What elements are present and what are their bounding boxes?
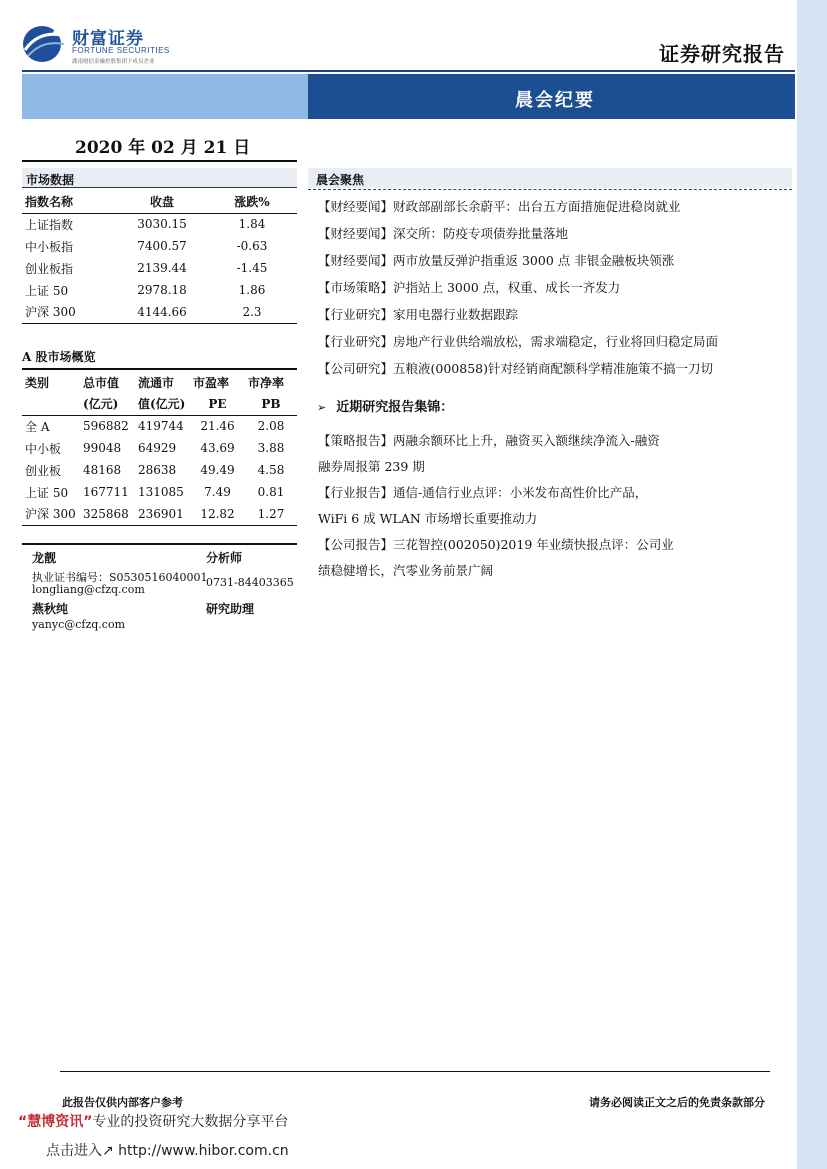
banner-title: 晨会纪要 bbox=[515, 90, 595, 111]
news-item[interactable]: 【财经要闻】两市放量反弹沪指重返 3000 点 非银金融板块领涨 bbox=[318, 253, 675, 268]
column-header: PB bbox=[245, 393, 297, 415]
news-divider bbox=[308, 189, 792, 190]
news-item[interactable]: 【行业研究】家用电器行业数据跟踪 bbox=[318, 307, 519, 322]
change-value: 2.3 bbox=[207, 301, 297, 323]
date-rule bbox=[22, 160, 297, 162]
table-row bbox=[22, 301, 297, 323]
brand-name-cn: 财富证券 bbox=[72, 29, 144, 49]
index-name: 沪深 300 bbox=[22, 301, 117, 323]
recent-reports-heading bbox=[317, 396, 453, 415]
report-type: 证券研究报告 bbox=[659, 42, 785, 66]
column-header: 总市值 bbox=[83, 375, 120, 390]
column-header: 指数名称 bbox=[22, 191, 117, 213]
watermark-brand: 慧博资讯 bbox=[27, 1114, 84, 1130]
category: 上证 50 bbox=[25, 485, 69, 500]
table-row bbox=[22, 481, 297, 503]
total-cap: 596882 bbox=[83, 419, 129, 434]
change-value: -0.63 bbox=[236, 239, 268, 253]
pb-value: 4.58 bbox=[257, 463, 285, 477]
a-share-table bbox=[22, 371, 297, 526]
pe-value: 49.49 bbox=[200, 463, 235, 477]
column-header: 市净率 bbox=[248, 375, 285, 390]
table-row bbox=[22, 235, 297, 257]
watermark-link[interactable]: 点击进入↗ http://www.hibor.com.cn bbox=[46, 1143, 289, 1159]
table-header-row bbox=[22, 393, 297, 415]
float-cap: 28638 bbox=[138, 463, 177, 477]
recent-report-line[interactable]: 融券周报第 239 期 bbox=[318, 459, 425, 474]
analyst-role: 分析师 bbox=[206, 551, 243, 565]
company-logo bbox=[22, 22, 182, 66]
total-cap: 48168 bbox=[83, 463, 122, 477]
title-banner bbox=[22, 74, 795, 119]
close-value: 2139.44 bbox=[137, 261, 187, 275]
assistant-role: 研究助理 bbox=[206, 602, 255, 616]
recent-report-line[interactable]: 【策略报告】两融余额环比上升，融资买入额继续净流入-融资 bbox=[318, 433, 660, 448]
change-value: 1.86 bbox=[238, 283, 266, 297]
market-data-heading: 市场数据 bbox=[22, 168, 297, 188]
table-header-row bbox=[22, 191, 297, 213]
close-value: 4144.66 bbox=[117, 301, 207, 323]
close-value: 7400.57 bbox=[137, 239, 187, 253]
column-header: 市盈率 bbox=[193, 375, 230, 390]
table-row bbox=[22, 415, 297, 437]
column-header: 流通市 bbox=[138, 375, 175, 390]
a-share-heading: A 股市场概览 bbox=[22, 350, 96, 364]
watermark-quote-open: “ bbox=[18, 1114, 28, 1130]
recent-report-line[interactable]: 【行业报告】通信-通信行业点评：小米发布高性价比产品， bbox=[318, 485, 648, 500]
pe-value: 7.49 bbox=[204, 485, 231, 499]
analyst-rule bbox=[22, 543, 297, 545]
pe-value: 12.82 bbox=[190, 503, 245, 525]
float-cap: 419744 bbox=[138, 419, 184, 434]
header-rule bbox=[22, 70, 795, 72]
total-cap: 325868 bbox=[80, 503, 135, 525]
close-value: 2978.18 bbox=[137, 283, 187, 297]
report-date: 2020 年 02 月 21 日 bbox=[75, 138, 251, 158]
index-name: 上证 50 bbox=[25, 283, 69, 298]
category: 全 A bbox=[25, 419, 50, 434]
banner-light-block bbox=[22, 74, 308, 119]
float-cap: 236901 bbox=[135, 503, 190, 525]
watermark-tagline: 专业的投资研究大数据分享平台 bbox=[92, 1114, 289, 1130]
analyst-phone: 0731-84403365 bbox=[206, 576, 294, 589]
news-item[interactable]: 【财经要闻】财政部副部长余蔚平：出台五方面措施促进稳岗就业 bbox=[318, 199, 681, 214]
table-row bbox=[22, 257, 297, 279]
globe-logo-icon bbox=[22, 24, 66, 64]
change-value: 1.84 bbox=[238, 217, 266, 232]
analyst-name: 龙靓 bbox=[32, 551, 57, 565]
side-strip bbox=[797, 0, 827, 1169]
news-item[interactable]: 【财经要闻】深交所：防疫专项债券批量落地 bbox=[318, 226, 569, 241]
column-header: PE bbox=[190, 393, 245, 415]
news-list bbox=[318, 197, 793, 386]
column-header: 类别 bbox=[25, 375, 50, 390]
table-row bbox=[22, 437, 297, 459]
brand-subtitle: 湖南财信金融控股集团下成员企业 bbox=[72, 59, 155, 65]
news-item[interactable]: 【市场策略】沪指站上 3000 点，权重、成长一齐发力 bbox=[318, 280, 621, 295]
total-cap: 99048 bbox=[83, 441, 122, 455]
pb-value: 2.08 bbox=[257, 419, 285, 434]
column-header: 涨跌% bbox=[207, 191, 297, 213]
recent-reports-title: 近期研究报告集锦： bbox=[336, 400, 454, 415]
table-row bbox=[22, 279, 297, 301]
category: 创业板 bbox=[25, 463, 62, 478]
footer-disclaimer-right: 请务必阅读正文之后的免责条款部分 bbox=[589, 1096, 765, 1109]
float-cap: 131085 bbox=[138, 485, 184, 499]
analyst-license: 执业证书编号：S0530516040001 bbox=[32, 571, 208, 584]
pe-value: 21.46 bbox=[200, 419, 235, 434]
footer-rule bbox=[60, 1071, 770, 1072]
news-item[interactable]: 【行业研究】房地产行业供给端放松，需求端稳定，行业将回归稳定局面 bbox=[318, 334, 719, 349]
recent-reports-list bbox=[318, 428, 758, 584]
pe-value: 43.69 bbox=[200, 441, 235, 455]
pb-value: 0.81 bbox=[257, 485, 285, 499]
column-header: 收盘 bbox=[117, 191, 207, 213]
column-header: (亿元) bbox=[80, 393, 135, 415]
arrow-bullet-icon: ➢ bbox=[317, 401, 327, 414]
table-row bbox=[22, 459, 297, 481]
recent-report-line[interactable]: 绩稳健增长，汽零业务前景广阔 bbox=[318, 563, 494, 578]
news-heading: 晨会聚焦 bbox=[308, 168, 792, 188]
column-header: 值(亿元) bbox=[135, 393, 190, 415]
change-value: -1.45 bbox=[236, 261, 268, 275]
watermark-line bbox=[18, 1111, 288, 1131]
footer-disclaimer-left: 此报告仅供内部客户参考 bbox=[62, 1096, 183, 1109]
float-cap: 64929 bbox=[138, 441, 177, 455]
category: 中小板 bbox=[25, 441, 62, 456]
news-item[interactable]: 【公司研究】五粮液(000858)针对经销商配额科学精准施策不搞一刀切 bbox=[318, 361, 713, 376]
index-name: 中小板指 bbox=[25, 239, 74, 254]
brand-name-en: FORTUNE SECURITIES bbox=[72, 46, 170, 55]
index-name: 创业板指 bbox=[25, 261, 74, 276]
recent-report-line[interactable]: WiFi 6 成 WLAN 市场增长重要推动力 bbox=[318, 511, 538, 526]
recent-report-line[interactable]: 【公司报告】三花智控(002050)2019 年业绩快报点评：公司业 bbox=[318, 537, 674, 552]
table-header-row bbox=[22, 371, 297, 393]
index-name: 上证指数 bbox=[25, 217, 74, 232]
assistant-email[interactable]: yanyc@cfzq.com bbox=[32, 618, 126, 631]
watermark-quote-close: ” bbox=[83, 1114, 93, 1130]
pb-value: 1.27 bbox=[245, 503, 297, 525]
pb-value: 3.88 bbox=[257, 441, 285, 455]
category: 沪深 300 bbox=[22, 503, 80, 525]
a-share-rule bbox=[22, 368, 297, 370]
market-data-table bbox=[22, 191, 297, 324]
table-row bbox=[22, 503, 297, 525]
assistant-name: 燕秋纯 bbox=[32, 602, 69, 616]
close-value: 3030.15 bbox=[137, 217, 187, 232]
analyst-email[interactable]: longliang@cfzq.com bbox=[32, 583, 145, 596]
table-row bbox=[22, 213, 297, 235]
total-cap: 167711 bbox=[83, 485, 129, 499]
column-header bbox=[22, 393, 80, 415]
